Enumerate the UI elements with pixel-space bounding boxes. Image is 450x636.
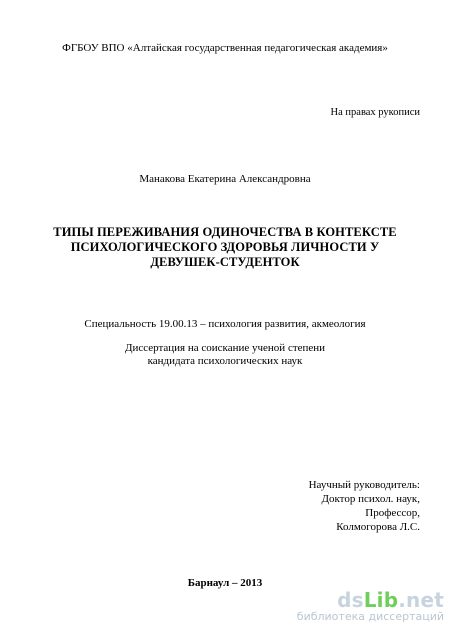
advisor-rank: Профессор,: [365, 507, 420, 519]
advisor-heading: Научный руководитель:: [308, 479, 420, 491]
logo-lib-text: Lib: [363, 588, 399, 612]
dissertation-degree-line-1: Диссертация на соискание ученой степени: [124, 342, 326, 354]
author-name: Манакова Екатерина Александровна: [139, 173, 311, 185]
dslib-watermark: [296, 588, 444, 630]
city-year: Барнаул – 2013: [187, 577, 263, 589]
manuscript-rights-note: На правах рукописи: [330, 107, 420, 118]
logo-ds-text: ds: [337, 588, 364, 612]
logo-net-text: .net: [398, 588, 444, 612]
watermark-subtitle: библиотека диссертаций: [296, 610, 444, 623]
thesis-title-line-1: ТИПЫ ПЕРЕЖИВАНИЯ ОДИНОЧЕСТВА В КОНТЕКСТЕ: [53, 225, 397, 239]
institution-name: ФГБОУ ВПО «Алтайская государственная педагогическая академия»: [62, 42, 388, 54]
thesis-title-line-3: ДЕВУШЕК-СТУДЕНТОК: [150, 255, 300, 269]
dslib-logo: [337, 588, 444, 612]
advisor-name: Колмогорова Л.С.: [336, 521, 420, 533]
speciality-line: Специальность 19.00.13 – психология развития, акмеология: [84, 318, 366, 330]
advisor-degree: Доктор психол. наук,: [321, 493, 420, 505]
thesis-title-line-2: ПСИХОЛОГИЧЕСКОГО ЗДОРОВЬЯ ЛИЧНОСТИ У: [70, 240, 380, 254]
dissertation-degree-line-2: кандидата психологических наук: [147, 355, 303, 367]
